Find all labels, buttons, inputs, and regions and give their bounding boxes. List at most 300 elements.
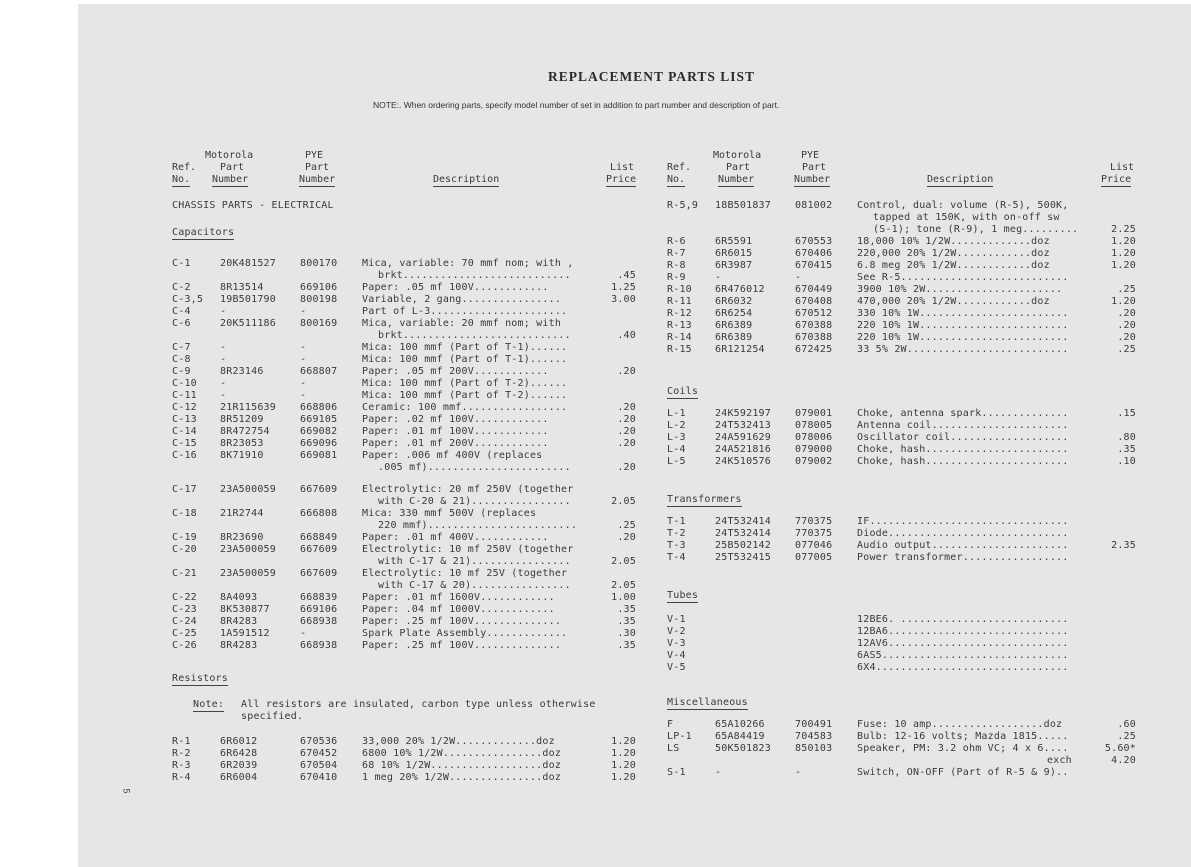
hdr-list-left: List <box>610 162 635 173</box>
left-price: .20 <box>617 366 636 377</box>
left-motorola-number: 8R23053 <box>220 438 264 449</box>
left-description: Mica: 100 mmf (Part of T-1)...... <box>362 354 568 365</box>
left-motorola-number: 8R23146 <box>220 366 264 377</box>
right-motorola-number: 65A84419 <box>715 731 765 742</box>
left-ref: C-8 <box>172 354 191 365</box>
left-description: with C-17 & 21)................ <box>378 556 571 567</box>
left-ref: C-19 <box>172 532 197 543</box>
page-title: REPLACEMENT PARTS LIST <box>548 69 756 84</box>
right-pye-number: - <box>795 767 802 778</box>
right-description: 12BA6............................. <box>857 626 1069 637</box>
left-pye-number: - <box>300 628 307 639</box>
left-motorola-number: - <box>220 306 227 317</box>
right-pye-number: 670553 <box>795 236 833 247</box>
left-pye-number: 668938 <box>300 616 338 627</box>
right-ref: R-14 <box>667 332 692 343</box>
right-description: (S-1); tone (R-9), 1 meg......... <box>873 224 1079 235</box>
right-price: .20 <box>1117 332 1136 343</box>
left-ref: R-1 <box>172 736 191 747</box>
right-description: 470,000 20% 1/2W............doz <box>857 296 1050 307</box>
left-pye-number: - <box>300 354 307 365</box>
left-price: .20 <box>617 402 636 413</box>
right-pye-number: 078005 <box>795 420 833 431</box>
left-ref: C-2 <box>172 282 191 293</box>
left-description: brkt........................... <box>378 270 571 281</box>
left-price: .20 <box>617 414 636 425</box>
right-description: 12BE6. ........................... <box>857 614 1069 625</box>
left-pye-number: - <box>300 390 307 401</box>
right-description: Control, dual: volume (R-5), 500K, <box>857 200 1069 211</box>
left-description: 220 mmf)........................ <box>378 520 578 531</box>
left-pye-number: 669106 <box>300 282 338 293</box>
right-pye-number: 700491 <box>795 719 833 730</box>
left-description: Spark Plate Assembly............. <box>362 628 568 639</box>
right-price: .10 <box>1117 456 1136 467</box>
left-motorola-number: 19B501790 <box>220 294 276 305</box>
left-description: Electrolytic: 10 mf 250V (together <box>362 544 574 555</box>
left-ref: R-3 <box>172 760 191 771</box>
right-pye-number: 770375 <box>795 516 833 527</box>
right-description: Choke, antenna spark.............. <box>857 408 1069 419</box>
left-description: Mica: 330 mmf 500V (replaces <box>362 508 537 519</box>
left-description: Paper: .25 mf 100V.............. <box>362 640 562 651</box>
right-price: .25 <box>1117 731 1136 742</box>
left-ref: C-24 <box>172 616 197 627</box>
right-description: 6AS5.............................. <box>857 650 1069 661</box>
left-description: Part of L-3...................... <box>362 306 568 317</box>
right-motorola-number: 25B502142 <box>715 540 771 551</box>
right-motorola-number: 6R6389 <box>715 332 753 343</box>
left-motorola-number: 23A500059 <box>220 568 276 579</box>
hdr-desc-left: Description <box>433 174 500 185</box>
right-motorola-number: 24A521816 <box>715 444 771 455</box>
right-ref: R-6 <box>667 236 686 247</box>
section-chassis: CHASSIS PARTS - ELECTRICAL <box>172 200 334 211</box>
left-description: Mica: 100 mmf (Part of T-2)...... <box>362 390 568 401</box>
right-ref: S-1 <box>667 767 686 778</box>
right-pye-number: 670512 <box>795 308 833 319</box>
left-motorola-number: - <box>220 378 227 389</box>
left-ref: C-4 <box>172 306 191 317</box>
right-ref: T-2 <box>667 528 686 539</box>
left-ref: C-14 <box>172 426 197 437</box>
left-motorola-number: 6R6004 <box>220 772 258 783</box>
right-price: .20 <box>1117 308 1136 319</box>
right-ref: L-1 <box>667 408 686 419</box>
hdr-part-right: Part <box>726 162 751 173</box>
left-motorola-number: 21R2744 <box>220 508 264 519</box>
left-motorola-number: - <box>220 354 227 365</box>
right-pye-number: 081002 <box>795 200 833 211</box>
right-price: 1.20 <box>1111 248 1136 259</box>
left-motorola-number: 8R4283 <box>220 616 258 627</box>
left-description: Mica: 100 mmf (Part of T-1)...... <box>362 342 568 353</box>
right-description: 18,000 10% 1/2W.............doz <box>857 236 1050 247</box>
left-ref: C-17 <box>172 484 197 495</box>
hdr-part2-left: Part <box>305 162 330 173</box>
left-motorola-number: 8R13514 <box>220 282 264 293</box>
left-price: 1.20 <box>611 736 636 747</box>
left-pye-number: 670410 <box>300 772 338 783</box>
left-pye-number: 668807 <box>300 366 338 377</box>
left-pye-number: 669082 <box>300 426 338 437</box>
left-pye-number: 670452 <box>300 748 338 759</box>
left-ref: C-20 <box>172 544 197 555</box>
right-pye-number: 077005 <box>795 552 833 563</box>
hdr-pye-right: PYE <box>801 150 820 161</box>
left-description: Variable, 2 gang................ <box>362 294 562 305</box>
left-motorola-number: 21R115639 <box>220 402 276 413</box>
left-motorola-number: 8R51209 <box>220 414 264 425</box>
left-motorola-number: 6R6428 <box>220 748 258 759</box>
right-motorola-number: 24K592197 <box>715 408 771 419</box>
left-price: 1.00 <box>611 592 636 603</box>
left-price: .25 <box>617 520 636 531</box>
right-motorola-number: 6R6389 <box>715 320 753 331</box>
left-price: .20 <box>617 532 636 543</box>
left-description: Paper: .25 mf 100V.............. <box>362 616 562 627</box>
left-price: 1.25 <box>611 282 636 293</box>
left-description: Paper: .04 mf 1000V............ <box>362 604 555 615</box>
left-ref: C-1 <box>172 258 191 269</box>
left-motorola-number: 23A500059 <box>220 484 276 495</box>
right-description: 220 10% 1W........................ <box>857 332 1069 343</box>
left-description: Paper: .006 mf 400V (replaces <box>362 450 543 461</box>
hdr-motorola-right: Motorola <box>713 150 762 161</box>
left-pye-number: 670536 <box>300 736 338 747</box>
left-ref: C-22 <box>172 592 197 603</box>
left-description: Paper: .02 mf 100V............ <box>362 414 549 425</box>
left-price: .45 <box>617 270 636 281</box>
right-pye-number: 770375 <box>795 528 833 539</box>
left-price: 1.20 <box>611 748 636 759</box>
resistor-note-line1: All resistors are insulated, carbon type unless otherwise <box>241 699 596 710</box>
left-ref: R-2 <box>172 748 191 759</box>
right-motorola-number: 6R6032 <box>715 296 753 307</box>
right-pye-number: 670388 <box>795 320 833 331</box>
section-misc: Miscellaneous <box>667 697 748 708</box>
left-description: 33,000 20% 1/2W.............doz <box>362 736 555 747</box>
right-motorola-number: 24T532413 <box>715 420 771 431</box>
right-description: 12AV6............................. <box>857 638 1069 649</box>
left-price: .30 <box>617 628 636 639</box>
left-motorola-number: 20K481527 <box>220 258 276 269</box>
left-description: Electrolytic: 20 mf 250V (together <box>362 484 574 495</box>
right-description: tapped at 150K, with on-off sw <box>873 212 1060 223</box>
left-price: .20 <box>617 426 636 437</box>
right-ref: V-3 <box>667 638 686 649</box>
left-motorola-number: 1A591512 <box>220 628 270 639</box>
left-ref: C-21 <box>172 568 197 579</box>
right-ref: LS <box>667 743 680 754</box>
hdr-motorola-left: Motorola <box>205 150 254 161</box>
right-motorola-number: 6R5591 <box>715 236 753 247</box>
right-motorola-number: 6R6254 <box>715 308 753 319</box>
right-pye-number: 704583 <box>795 731 833 742</box>
right-ref: R-11 <box>667 296 692 307</box>
left-price: 2.05 <box>611 580 636 591</box>
left-motorola-number: - <box>220 390 227 401</box>
left-pye-number: - <box>300 342 307 353</box>
right-pye-number: 078006 <box>795 432 833 443</box>
right-motorola-number: 25T532415 <box>715 552 771 563</box>
right-ref: F <box>667 719 674 730</box>
right-pye-number: 670406 <box>795 248 833 259</box>
left-motorola-number: - <box>220 342 227 353</box>
left-description: with C-17 & 20)................ <box>378 580 571 591</box>
resistor-note-label: Note: <box>193 699 225 710</box>
right-motorola-number: 24A591629 <box>715 432 771 443</box>
right-ref: V-4 <box>667 650 686 661</box>
left-motorola-number: 8K530877 <box>220 604 270 615</box>
right-price: 2.25 <box>1111 224 1136 235</box>
right-description: 220 10% 1W........................ <box>857 320 1069 331</box>
right-ref: R-9 <box>667 272 686 283</box>
left-motorola-number: 8R4283 <box>220 640 258 651</box>
left-description: brkt........................... <box>378 330 571 341</box>
right-description: Audio output...................... <box>857 540 1069 551</box>
right-price: 1.20 <box>1111 296 1136 307</box>
left-description: Mica, variable: 20 mmf nom; with <box>362 318 562 329</box>
right-description: 3900 10% 2W...................... <box>857 284 1063 295</box>
left-ref: C-13 <box>172 414 197 425</box>
right-price: .25 <box>1117 284 1136 295</box>
right-motorola-number: - <box>715 767 722 778</box>
left-price: .20 <box>617 462 636 473</box>
left-description: Ceramic: 100 mmf................. <box>362 402 568 413</box>
left-description: Electrolytic: 10 mf 25V (together <box>362 568 568 579</box>
left-ref: C-10 <box>172 378 197 389</box>
right-description: 6X4............................... <box>857 662 1069 673</box>
right-description: See R-5........................... <box>857 272 1069 283</box>
left-pye-number: 668806 <box>300 402 338 413</box>
right-description: IF................................ <box>857 516 1069 527</box>
right-price: 1.20 <box>1111 236 1136 247</box>
right-price: 2.35 <box>1111 540 1136 551</box>
left-price: 2.05 <box>611 556 636 567</box>
right-motorola-number: 6R6015 <box>715 248 753 259</box>
left-ref: C-26 <box>172 640 197 651</box>
right-description: Choke, hash....................... <box>857 444 1069 455</box>
right-pye-number: 850103 <box>795 743 833 754</box>
left-description: 6800 10% 1/2W................doz <box>362 748 562 759</box>
left-motorola-number: 8K71910 <box>220 450 264 461</box>
section-capacitors: Capacitors <box>172 227 235 238</box>
left-ref: C-9 <box>172 366 191 377</box>
left-ref: C-23 <box>172 604 197 615</box>
right-ref: V-5 <box>667 662 686 673</box>
right-pye-number: 670408 <box>795 296 833 307</box>
right-description: 220,000 20% 1/2W............doz <box>857 248 1050 259</box>
left-pye-number: 669105 <box>300 414 338 425</box>
right-ref: L-5 <box>667 456 686 467</box>
right-description: Oscillator coil................... <box>857 432 1069 443</box>
left-motorola-number: 8R472754 <box>220 426 270 437</box>
hdr-desc-right: Description <box>927 174 994 185</box>
right-description: Fuse: 10 amp..................doz <box>857 719 1063 730</box>
right-description: 33 5% 2W.......................... <box>857 344 1069 355</box>
right-ref: R-7 <box>667 248 686 259</box>
right-price: .35 <box>1117 444 1136 455</box>
hdr-list-right: List <box>1110 162 1135 173</box>
hdr-number2-left: Number <box>299 174 336 185</box>
right-motorola-number: 50K501823 <box>715 743 771 754</box>
right-ref: L-4 <box>667 444 686 455</box>
left-description: Mica, variable: 70 mmf nom; with , <box>362 258 574 269</box>
left-pye-number: 668938 <box>300 640 338 651</box>
right-description: 330 10% 1W........................ <box>857 308 1069 319</box>
right-description: Speaker, PM: 3.2 ohm VC; 4 x 6.... <box>857 743 1069 754</box>
right-motorola-number: 24K510576 <box>715 456 771 467</box>
left-motorola-number: 6R2039 <box>220 760 258 771</box>
right-price: .15 <box>1117 408 1136 419</box>
left-price: 2.05 <box>611 496 636 507</box>
left-ref: C-12 <box>172 402 197 413</box>
left-price: 1.20 <box>611 760 636 771</box>
right-description: Switch, ON-OFF (Part of R-5 & 9).. <box>857 767 1069 778</box>
left-description: Paper: .05 mf 100V............ <box>362 282 549 293</box>
left-pye-number: 667609 <box>300 544 338 555</box>
right-pye-number: 079001 <box>795 408 833 419</box>
left-description: Paper: .05 mf 200V............ <box>362 366 549 377</box>
right-ref: R-8 <box>667 260 686 271</box>
left-description: Paper: .01 mf 1600V............ <box>362 592 555 603</box>
hdr-number2-right: Number <box>794 174 831 185</box>
left-pye-number: 667609 <box>300 568 338 579</box>
hdr-price-right: Price <box>1101 174 1132 185</box>
left-description: Paper: .01 mf 100V............ <box>362 426 549 437</box>
right-price: 1.20 <box>1111 260 1136 271</box>
left-motorola-number: 8A4093 <box>220 592 258 603</box>
right-ref: R-5,9 <box>667 200 699 211</box>
left-description: 68 10% 1/2W..................doz <box>362 760 562 771</box>
right-motorola-number: 6R3987 <box>715 260 753 271</box>
left-pye-number: 666808 <box>300 508 338 519</box>
left-motorola-number: 23A500059 <box>220 544 276 555</box>
right-price: .60 <box>1117 719 1136 730</box>
left-pye-number: 800198 <box>300 294 338 305</box>
right-pye-number: 672425 <box>795 344 833 355</box>
section-coils: Coils <box>667 386 699 397</box>
right-ref: L-3 <box>667 432 686 443</box>
hdr-ref-right: Ref. <box>667 162 692 173</box>
hdr-number-left: Number <box>212 174 249 185</box>
right-pye-number: 079002 <box>795 456 833 467</box>
section-transformers: Transformers <box>667 494 742 505</box>
right-ref: LP-1 <box>667 731 692 742</box>
left-pye-number: - <box>300 306 307 317</box>
hdr-price-left: Price <box>606 174 637 185</box>
right-motorola-number: 24T532414 <box>715 516 771 527</box>
right-description: Bulb: 12-16 volts; Mazda 1815..... <box>857 731 1069 742</box>
left-pye-number: 668839 <box>300 592 338 603</box>
left-ref: C-25 <box>172 628 197 639</box>
left-price: .35 <box>617 616 636 627</box>
left-pye-number: 669106 <box>300 604 338 615</box>
left-ref: R-4 <box>172 772 191 783</box>
right-description: 6.8 meg 20% 1/2W............doz <box>857 260 1050 271</box>
left-pye-number: 800169 <box>300 318 338 329</box>
right-ref: R-13 <box>667 320 692 331</box>
left-ref: C-3,5 <box>172 294 204 305</box>
right-motorola-number: 24T532414 <box>715 528 771 539</box>
left-pye-number: 669096 <box>300 438 338 449</box>
right-ref: V-1 <box>667 614 686 625</box>
section-tubes: Tubes <box>667 590 699 601</box>
left-ref: C-6 <box>172 318 191 329</box>
right-price: .25 <box>1117 344 1136 355</box>
right-motorola-number: 6R121254 <box>715 344 765 355</box>
left-description: .005 mf)....................... <box>378 462 571 473</box>
hdr-no-left: No. <box>172 174 191 185</box>
right-pye-number: 670449 <box>795 284 833 295</box>
left-ref: C-11 <box>172 390 197 401</box>
right-price: .20 <box>1117 320 1136 331</box>
left-pye-number: - <box>300 378 307 389</box>
hdr-number-right: Number <box>718 174 755 185</box>
left-ref: C-18 <box>172 508 197 519</box>
right-description: Antenna coil...................... <box>857 420 1069 431</box>
hdr-no-right: No. <box>667 174 686 185</box>
right-motorola-number: 6R476012 <box>715 284 765 295</box>
left-description: Paper: .01 mf 400V............ <box>362 532 549 543</box>
left-pye-number: 800170 <box>300 258 338 269</box>
hdr-part2-right: Part <box>802 162 827 173</box>
left-price: .35 <box>617 640 636 651</box>
right-price: 4.20 <box>1111 755 1136 766</box>
right-motorola-number: 18B501837 <box>715 200 771 211</box>
section-resistors: Resistors <box>172 673 228 684</box>
left-price: .40 <box>617 330 636 341</box>
right-ref: V-2 <box>667 626 686 637</box>
right-pye-number: - <box>795 272 802 283</box>
left-motorola-number: 6R6012 <box>220 736 258 747</box>
left-price: 3.00 <box>611 294 636 305</box>
right-pye-number: 670415 <box>795 260 833 271</box>
left-description: Paper: .01 mf 200V............ <box>362 438 549 449</box>
left-pye-number: 669081 <box>300 450 338 461</box>
right-pye-number: 079000 <box>795 444 833 455</box>
left-motorola-number: 8R23690 <box>220 532 264 543</box>
right-description: Diode............................. <box>857 528 1069 539</box>
right-ref: T-1 <box>667 516 686 527</box>
left-price: .20 <box>617 438 636 449</box>
right-ref: R-12 <box>667 308 692 319</box>
right-description: exch <box>1047 755 1072 766</box>
right-ref: T-3 <box>667 540 686 551</box>
left-pye-number: 667609 <box>300 484 338 495</box>
left-ref: C-16 <box>172 450 197 461</box>
right-ref: T-4 <box>667 552 686 563</box>
left-motorola-number: 20K511186 <box>220 318 276 329</box>
right-motorola-number: - <box>715 272 722 283</box>
hdr-part-left: Part <box>220 162 245 173</box>
left-pye-number: 670504 <box>300 760 338 771</box>
left-price: 1.20 <box>611 772 636 783</box>
hdr-pye-left: PYE <box>305 150 324 161</box>
right-price: .80 <box>1117 432 1136 443</box>
right-description: Power transformer................. <box>857 552 1069 563</box>
right-pye-number: 670388 <box>795 332 833 343</box>
hdr-ref-left: Ref. <box>172 162 197 173</box>
left-ref: C-15 <box>172 438 197 449</box>
right-ref: R-15 <box>667 344 692 355</box>
left-description: Mica: 100 mmf (Part of T-2)...... <box>362 378 568 389</box>
page-number: 5 <box>121 788 132 794</box>
ordering-note: NOTE:. When ordering parts, specify model number of set in addition to part number and description of part. <box>373 100 780 110</box>
right-pye-number: 077046 <box>795 540 833 551</box>
right-motorola-number: 65A10266 <box>715 719 765 730</box>
